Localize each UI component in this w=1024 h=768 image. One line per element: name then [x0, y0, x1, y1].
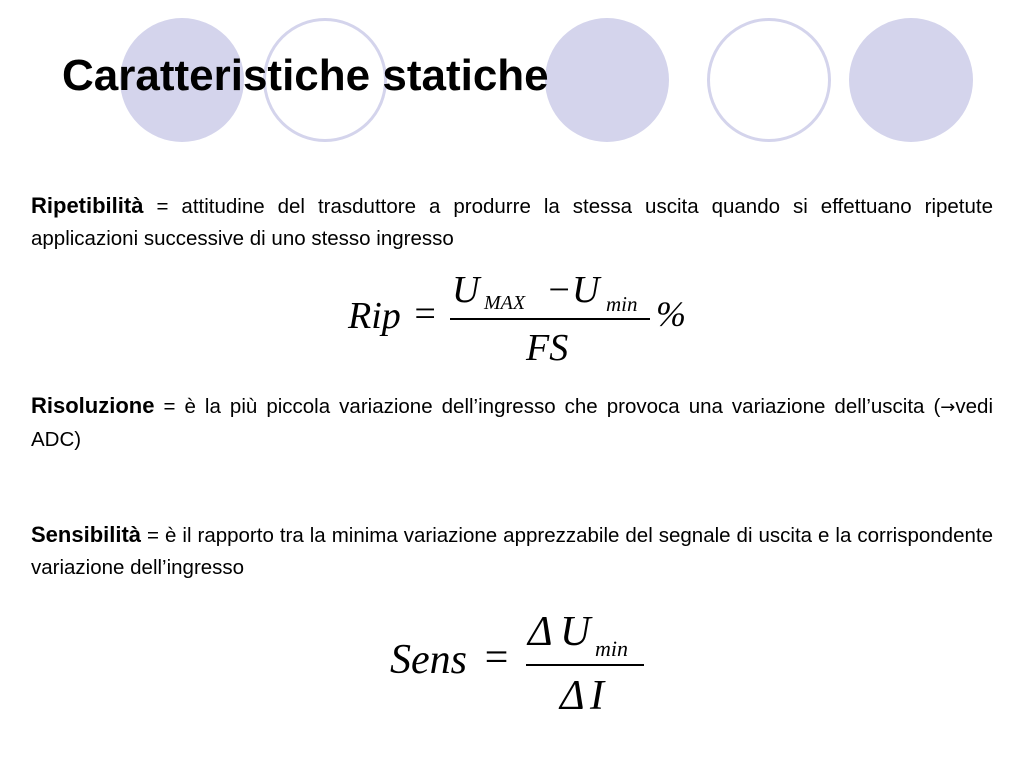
formula-rip-suffix: % — [656, 294, 686, 334]
formula-rip-num-sub1: MAX — [484, 292, 526, 314]
formula-sens-num-sub: min — [595, 636, 628, 661]
paragraph-risoluzione — [31, 390, 993, 456]
term-sensibilita: Sensibilità — [31, 522, 142, 547]
formula-sens-equals: = — [482, 635, 511, 681]
formula-rip-num-u2: U — [572, 269, 600, 311]
term-risoluzione: Risoluzione — [31, 393, 155, 418]
formula-rip-equals: = — [412, 293, 438, 335]
arrow-icon: → — [940, 397, 956, 418]
definition-ripetibilita: = attitudine del trasduttore a produrre la stessa uscita quando si effettuano ripetute applicazioni successive di uno stesso ingresso — [31, 195, 993, 250]
formula-rip-fraction-bar — [450, 318, 650, 320]
formula-sens-den-delta: Δ — [560, 673, 585, 719]
paragraph-sensibilita — [31, 519, 993, 584]
definition-sensibilita: = è il rapporto tra la minima variazione apprezzabile del segnale di uscita e la corrispondente variazione dell’ingresso — [31, 524, 993, 579]
formula-rip-num-u1: U — [452, 269, 480, 311]
formula-rip-lhs: Rip — [348, 295, 401, 337]
formula-sens-num-u: U — [560, 609, 591, 655]
formula-sens-fraction-bar — [526, 664, 644, 666]
decorative-ring-4 — [707, 18, 831, 142]
formula-rip-den: FS — [526, 327, 569, 369]
formula-rip-num-sub2: min — [606, 292, 638, 316]
term-ripetibilita: Ripetibilità — [31, 193, 144, 218]
formula-rip-num-minus: − — [546, 269, 572, 311]
definition-risoluzione-part2: vedi ADC) — [31, 395, 993, 451]
decorative-circle-3 — [545, 18, 669, 142]
decorative-circle-5 — [849, 18, 973, 142]
formula-sens-num-delta: Δ — [528, 609, 553, 655]
slide-title: Caratteristiche statiche — [62, 51, 549, 100]
formula-sens-den-i: I — [590, 673, 604, 719]
formula-sens-lhs: Sens — [390, 637, 467, 683]
paragraph-ripetibilita — [31, 190, 993, 255]
definition-risoluzione-part1: = è la più piccola variazione dell’ingresso che provoca una variazione dell’uscita ( — [154, 395, 941, 418]
